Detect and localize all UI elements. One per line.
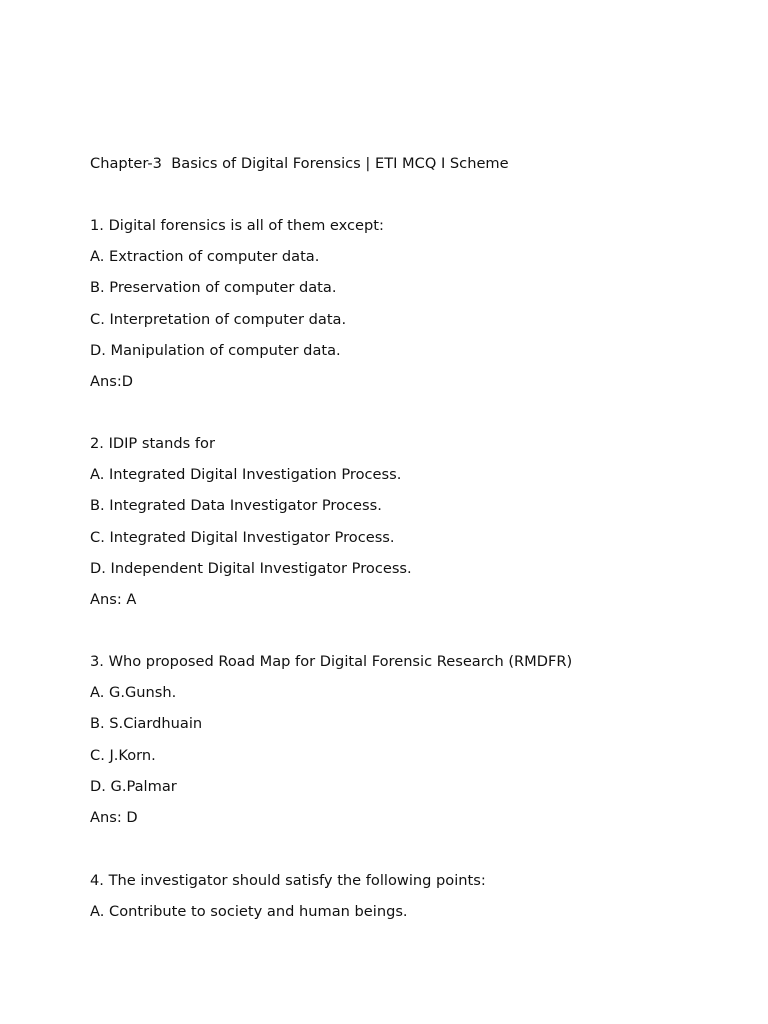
option-b: B. S.Ciardhuain bbox=[90, 715, 203, 733]
question-block bbox=[90, 216, 384, 403]
answer-text: Ans:D bbox=[90, 372, 133, 390]
option-d: D. G.Palmar bbox=[90, 777, 177, 795]
question-block bbox=[90, 652, 572, 839]
option-c: C. Integrated Digital Investigator Process. bbox=[90, 528, 395, 546]
option-c: C. J.Korn. bbox=[90, 746, 156, 764]
option-a: A. Contribute to society and human beings. bbox=[90, 903, 408, 921]
option-a: A. G.Gunsh. bbox=[90, 684, 177, 702]
question-text: 2. IDIP stands for bbox=[90, 435, 215, 452]
option-d: D. Independent Digital Investigator Process. bbox=[90, 559, 412, 577]
question-text: 3. Who proposed Road Map for Digital Forensic Research (RMDFR) bbox=[90, 653, 573, 670]
page-title: Chapter-3 Basics of Digital Forensics | ETI MCQ I Scheme bbox=[90, 155, 509, 172]
answer-text: Ans: D bbox=[90, 808, 138, 826]
question-block bbox=[90, 434, 412, 621]
answer-text: Ans: A bbox=[90, 590, 137, 608]
option-c: C. Interpretation of computer data. bbox=[90, 310, 347, 328]
option-b: B. Integrated Data Investigator Process. bbox=[90, 497, 382, 515]
question-block bbox=[90, 871, 486, 933]
option-a: A. Integrated Digital Investigation Process. bbox=[90, 466, 402, 484]
option-d: D. Manipulation of computer data. bbox=[90, 341, 341, 359]
option-b: B. Preservation of computer data. bbox=[90, 279, 337, 297]
question-text: 4. The investigator should satisfy the following points: bbox=[90, 872, 486, 889]
question-text: 1. Digital forensics is all of them except: bbox=[90, 217, 384, 234]
option-a: A. Extraction of computer data. bbox=[90, 248, 320, 266]
